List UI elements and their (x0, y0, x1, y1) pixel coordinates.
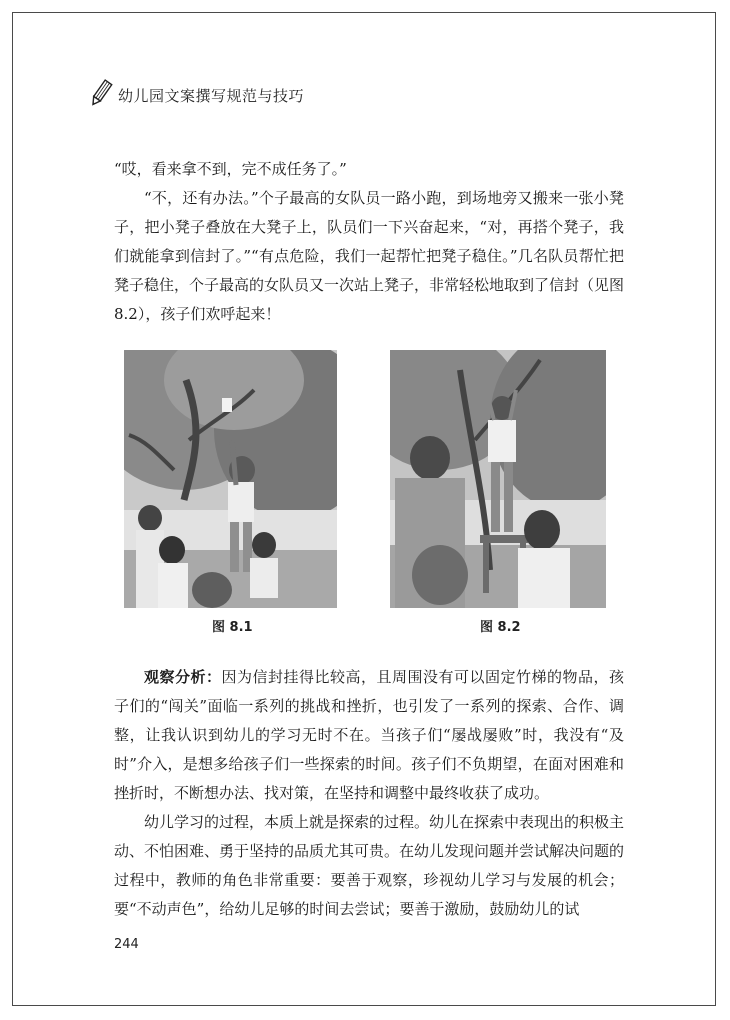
body-text-top (114, 155, 624, 329)
pencil-icon (88, 78, 114, 108)
page-number: 244 (114, 937, 139, 952)
paragraph: “不，还有办法。”个子最高的女队员一路小跑，到场地旁又搬来一张小凳子，把小凳子叠放在大凳子上，队员们一下兴奋起来，“对，再搭个凳子，我们就能拿到信封了。”“有点危险，我们一起帮忙把凳子稳住。”几名队员帮忙把凳子稳住，个子最高的女队员又一次站上凳子，非常轻松地取到了信封（见图 8.2），孩子们欢呼起来！ (114, 189, 625, 323)
analysis-label: 观察分析： (144, 668, 222, 686)
running-header (88, 78, 304, 108)
figure-8-1-photo (124, 350, 337, 608)
analysis-paragraph (114, 663, 624, 808)
header-title: 幼儿园文案撰写规范与技巧 (118, 87, 305, 105)
analysis-text: 因为信封挂得比较高，且周围没有可以固定竹梯的物品，孩子们的“闯关”面临一系列的挑战和挫折，也引发了一系列的探索、合作、调整，让我认识到幼儿的学习无时不在。当孩子们“屡战屡败”时，我没有“及时”介入，是想多给孩子们一些探索的时间。孩子们不负期望，在面对困难和挫折时，不断想办法、找对策，在坚持和调整中最终收获了成功。 (114, 668, 624, 802)
figure-8-2-photo (390, 350, 606, 608)
paragraph: “哎，看来拿不到，完不成任务了。” (114, 160, 347, 178)
figure-8-1-caption: 图 8.1 (212, 620, 253, 635)
figure-8-2-caption: 图 8.2 (480, 620, 521, 635)
body-text-bottom (114, 663, 624, 924)
closing-paragraph: 幼儿学习的过程，本质上就是探索的过程。幼儿在探索中表现出的积极主动、不怕困难、勇于坚持的品质尤其可贵。在幼儿发现问题并尝试解决问题的过程中，教师的角色非常重要：要善于观察，珍视幼儿学习与发展的机会；要“不动声色”，给幼儿足够的时间去尝试；要善于激励，鼓励幼儿的试 (114, 813, 625, 918)
